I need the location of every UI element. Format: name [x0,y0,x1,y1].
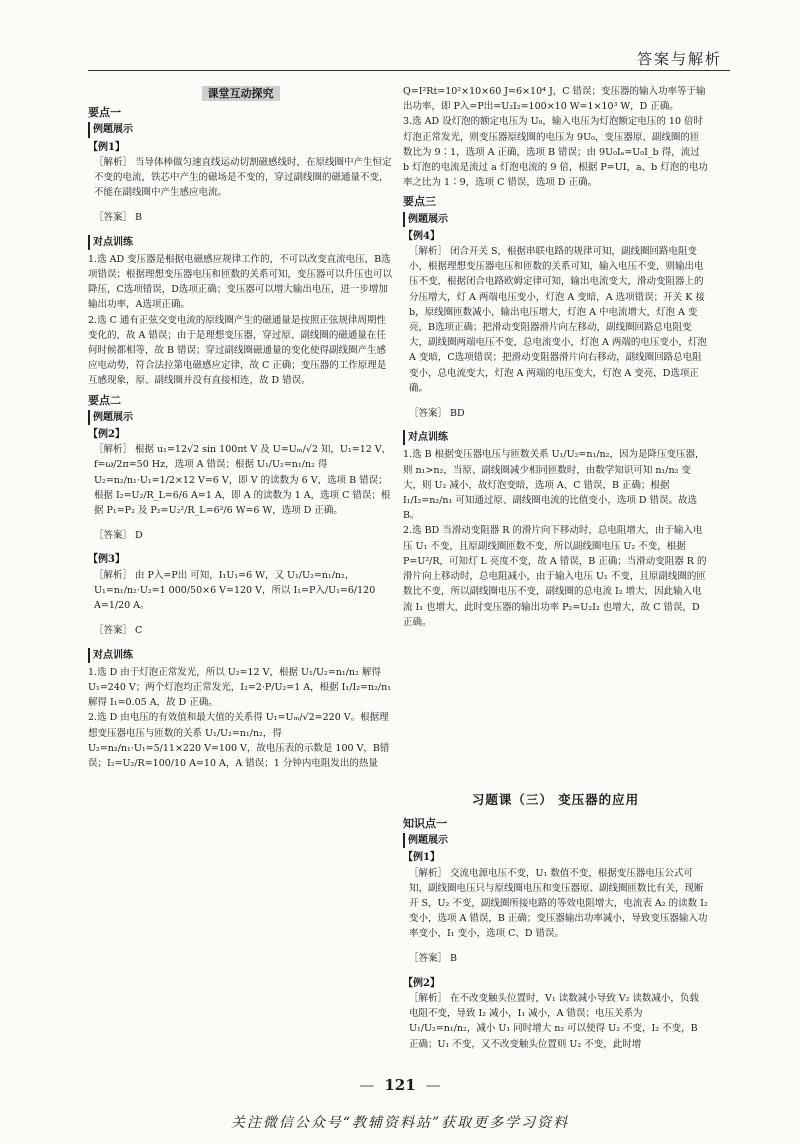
example-analysis: ［解析］ 在不改变触头位置时，V₁ 读数减小导致 V₂ 读数减小，负载电阻不变，导致 I₂ 减小，I₁ 减小，A 错误；电压关系为 U₁/U₂=n₁/n₂，减小 U₁ 同时增大 n₂ 可以使得 U₂ 不变，I₂ 不变，B 正确；U₁ 不变，又不改变触头位置则 U₂ 不变，此时增 [409,993,699,1050]
example-label: 【例2】 [88,429,125,441]
left-column [88,84,393,1069]
exercise-item: 2.选 C 通有正弦交变电流的原线圈产生的磁通量是按照正弦规律周期性变化的，故 A 错误；由于是理想变压器，穿过原、副线圈的磁通量在任何时候都相等，故 B 错误；穿过副线圈磁通量的变化使得副线圈产生感应电动势，符合法拉第电磁感应定律，故 C 正确；变压器的工作原理是互感现象，原、副线圈并没有直接相连，故 D 错误。 [88,314,387,387]
subsection-tag: 对点训练 [88,648,393,663]
section-heading: 知识点一 [403,817,447,830]
header-rule [88,70,730,71]
example-answer: ［答案］ C [94,624,143,636]
example-analysis: ［解析］ 当导体棒做匀速直线运动切割磁感线时，在原线圈中产生恒定不变的电流，铁芯中产生的磁场是不变的，穿过副线圈的磁通量不变，不能在副线圈中产生感应电流。 [94,156,392,199]
column-title: 课堂互动探究 [88,86,393,101]
example-answer: ［答案］ BD [409,407,465,419]
example-label: 【例3】 [88,554,125,566]
footer-note: 关注微信公众号“教辅资料站”获取更多学习资料 [230,1115,570,1131]
example-answer: ［答案］ B [409,953,458,965]
section-heading: 要点三 [403,195,436,209]
exercise-item: 1.选 D 由于灯泡正常发光，所以 U₂=12 V，根据 U₁/U₂=n₁/n₂ 解得 U₁=240 V；两个灯泡均正常发光，I₂=2·P/U₂=1 A，根据 I₁/I₂=n₂/n₁ 解得 I₁=0.05 A，故 D 正确。 [88,666,392,709]
example-analysis: ［解析］ 闭合开关 S，根据串联电路的规律可知，副线圈回路电阻变小，根据理想变压器电压和匝数的关系可知，输入电压不变，则输出电压不变，根据闭合电路欧姆定律可知，输出电流变大，滑动变阻器上的分压增大，灯 A 两端电压变小，灯泡 A 变暗，A 选项错误；开关 K 接 b，原线圈匝数减小，输出电压增大，灯泡 A 中电流增大，灯泡 A 变亮，B选项正确；把滑动变阻器滑片向左移动，副线圈回路总电阻变大，副线圈两端电压不变，总电流变小，灯泡 A 两端的电压变小，灯泡 A 变暗，C选项错误；把滑动变阻器滑片向右移动，副线圈回路总电阻变小，总电流变大，灯泡 A 两端的电压变大，灯泡 A 变亮，D选项正确。 [409,246,707,394]
example-label: 【例4】 [403,230,440,242]
exercise-item: Q=I²Rt=10²×10×60 J=6×10⁴ J，C 错误；变压器的输入功率等于输出功率，即 P入=P出=U₂I₂=100×10 W=1×10³ W，D 正确。 [403,86,706,113]
subsection-tag: 例题展示 [403,833,708,848]
example-label: 【例2】 [403,977,440,989]
page-header [0,0,800,72]
exercise-item: 1.选 AD 变压器是根据电磁感应规律工作的，不可以改变直流电压，B选项错误；根据理想变压器电压和匝数的关系可知，变压器可以升压也可以降压，C选项错误，D选项正确；变压器可以增大输出电压，进一步增加输出功率，A选项正确。 [88,253,393,311]
right-column [403,84,708,774]
subsection-tag: 对点训练 [403,430,708,445]
exercise-item: 1.选 B 根据变压器电压与匝数关系 U₁/U₂=n₁/n₂，因为是降压变压器，则 n₁>n₂，当原、副线圈减少相同匝数时，由数学知识可知 n₁/n₂ 变大，则 U₂ 减小，故灯泡变暗，选项 A、C 错误，B 正确；根据 I₁/I₂=n₂/n₁ 可知通过原、副线圈电流的比值变小，选项 D 错误。故选 B。 [403,449,705,522]
exercise-item: 3.选 AD 设灯泡的额定电压为 U₀，输入电压为灯泡额定电压的 10 倍时灯泡正常发光，则变压器原线圈的电压为 9U₀，变压器原、副线圈的匝数比为 9∶1，选项 A 正确，选项 B 错误；由 9U₀Iₐ=U₀I_b 得，流过 b 灯泡的电流是流过 a 灯泡电流的 9 倍，根据 P=UI，a、b 灯泡的电功率之比为 1∶9，选项 C 错误，选项 D 正确。 [403,116,708,189]
exercise-item: 2.选 BD 当滑动变阻器 R 的滑片向下移动时，总电阻增大，由于输入电压 U₁ 不变，且原副线圈匝数不变，所以副线圈电压 U₂ 不变，根据 P=U²/R，可知灯 L 亮度不变，故 A 错误，B 正确；当滑动变阻器 R 的滑片向上移动时，总电阻减小，由于输入电压 U₁ 不变，且原副线圈的匝数比不变，所以副线圈电压不变，副线圈的总电流 I₂ 增大，因此输入电流 I₁ 也增大，此时变压器的输出功率 P₂=U₂I₂ 也增大，故 C 错误，D 正确。 [403,525,707,628]
subsection-tag: 例题展示 [88,122,393,137]
example-answer: ［答案］ B [94,211,143,223]
section-heading: 要点二 [88,393,121,407]
example-label: 【例1】 [403,852,440,864]
example-label: 【例1】 [88,141,125,153]
subsection-tag: 对点训练 [88,235,393,250]
example-analysis: ［解析］ 根据 u₁=12√2 sin 100πt V 及 U=Uₘ/√2 知，U₁=12 V，f=ω/2π=50 Hz，选项 A 错误；根据 U₁/U₂=n₁/n₂ 得 U₂=n₂/n₁·U₁=1/2×12 V=6 V，即 V 的读数为 6 V，选项 B 错误；根据 I₂=U₂/R_L=6/6 A=1 A，即 A 的读数为 1 A，选项 C 错误；根据 P₁=P₂ 及 P₂=U₂²/R_L=6²/6 W=6 W，选项 D 正确。 [94,444,392,517]
exercise-item: 2.选 D 由电压的有效值和最大值的关系得 U₁=Uₘ/√2=220 V。根据理想变压器电压与匝数的关系 U₁/U₂=n₁/n₂，得 U₂=n₂/n₁·U₁=5/11×220 V=100 V，故电压表的示数是 100 V，B错误；I₂=U₂/R=100/10 A=10 A，A 错误；1 分钟内电阻发出的热量 [88,712,390,769]
example-answer: ［答案］ D [94,529,143,541]
example-analysis: ［解析］ 由 P入=P出 可知，I₁U₁=6 W，又 U₁/U₂=n₁/n₂，U₁=n₁/n₂·U₂=1 000/50×6 V=120 V，所以 I₁=P入/U₁=6/120 A=1/20 A。 [94,569,376,612]
section-heading: 要点一 [88,106,121,120]
subsection-tag: 例题展示 [403,212,708,227]
lesson-title: 习题课（三） 变压器的应用 [471,792,640,807]
header-title: 答案与解析 [636,50,722,68]
page-number: — 121 — [359,1076,441,1094]
right-column-lower [403,812,708,1067]
example-analysis: ［解析］ 交流电源电压不变，U₁ 数值不变，根据变压器电压公式可知，副线圈电压只与原线圈电压和变压器原、副线圈匝数比有关，现断开 S，U₂ 不变，副线圈所接电路的等效电阻增大，电流表 A₂ 的读数 I₂ 变小，选项 A 错误，B 正确；变压器输出功率减小，导致变压器输入功率变小，I₁ 变小，选项 C、D 错误。 [409,867,708,940]
subsection-tag: 例题展示 [88,410,393,425]
